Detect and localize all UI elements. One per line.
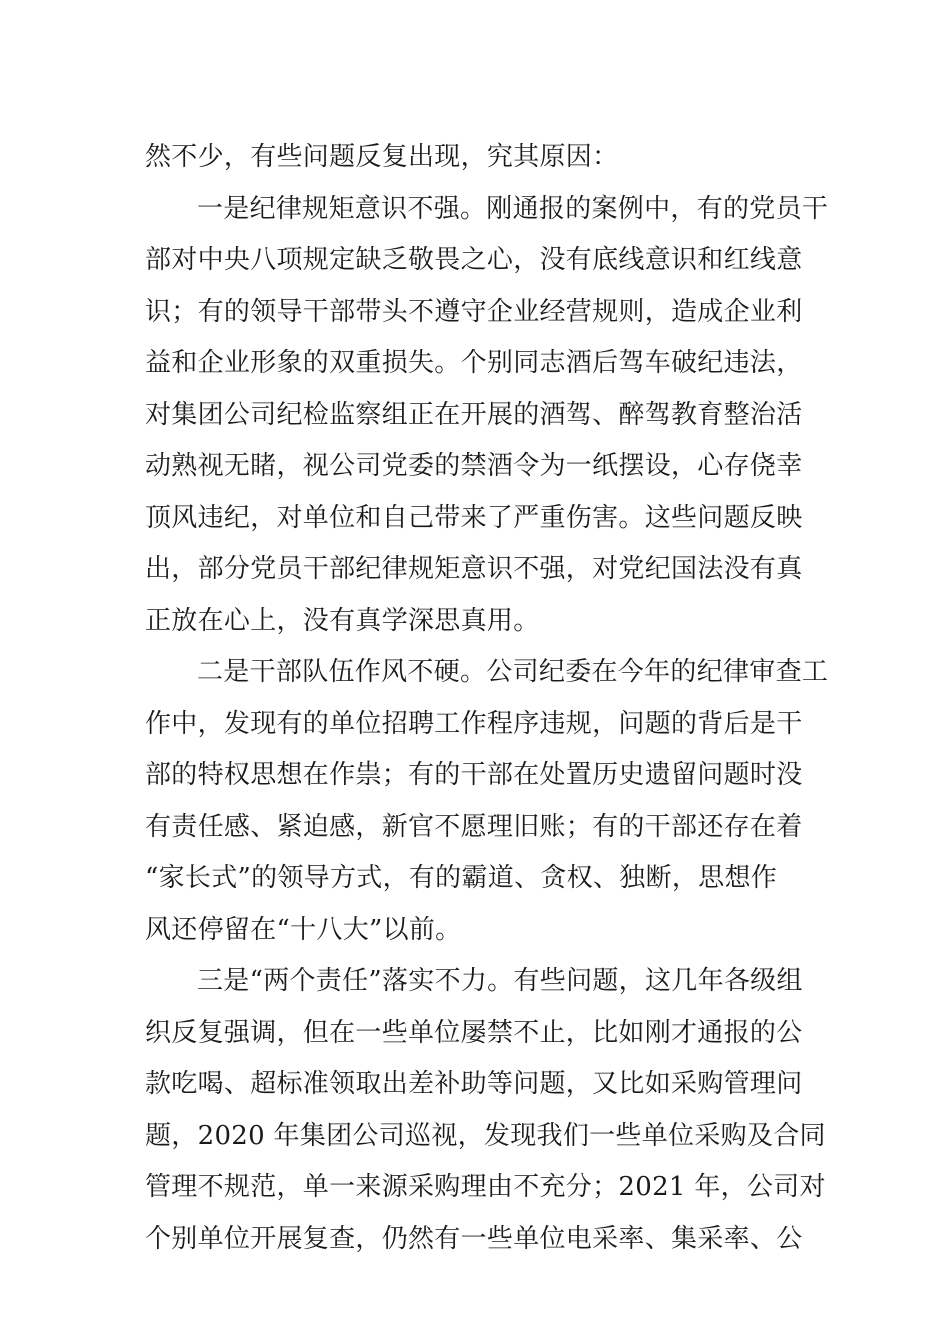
text-line: 题，2020 年集团公司巡视，发现我们一些单位采购及合同 [145, 1120, 826, 1151]
text-line: 个别单位开展复查，仍然有一些单位电采率、集采率、公 [145, 1223, 803, 1254]
text-line: 正放在心上，没有真学深思真用。 [145, 605, 540, 636]
text-line: 益和企业形象的双重损失。个别同志酒后驾车破纪违法， [145, 348, 803, 378]
text-line: 然不少，有些问题反复出现，究其原因： [145, 142, 619, 172]
text-line: 有责任感、紧迫感，新官不愿理旧账；有的干部还存在着 [145, 811, 803, 842]
text-line: 顶风违纪，对单位和自己带来了严重伤害。这些问题反映 [145, 502, 803, 533]
text-line: 二是干部队伍作风不硬。公司纪委在今年的纪律审查工 [197, 657, 829, 687]
text-line: 风还停留在“十八大”以前。 [145, 914, 462, 945]
text-line: 动熟视无睹，视公司党委的禁酒令为一纸摆设，心存侥幸 [145, 451, 803, 481]
text-line: 款吃喝、超标准领取出差补助等问题，又比如采购管理问 [145, 1069, 803, 1099]
text-line: “家长式”的领导方式，有的霸道、贪权、独断，思想作 [145, 863, 778, 893]
text-line: 出，部分党员干部纪律规矩意识不强，对党纪国法没有真 [145, 554, 803, 584]
text-line: 部对中央八项规定缺乏敬畏之心，没有底线意识和红线意 [145, 245, 803, 275]
text-line: 织反复强调，但在一些单位屡禁不止，比如刚才通报的公 [145, 1017, 803, 1048]
text-line: 部的特权思想在作祟；有的干部在处置历史遗留问题时没 [145, 760, 803, 790]
text-line: 识；有的领导干部带头不遵守企业经营规则，造成企业利 [145, 296, 803, 327]
document-body [145, 132, 829, 1265]
text-line: 管理不规范，单一来源采购理由不充分；2021 年，公司对 [145, 1172, 826, 1202]
text-line: 一是纪律规矩意识不强。刚通报的案例中，有的党员干 [197, 193, 829, 224]
text-line: 作中，发现有的单位招聘工作程序违规，问题的背后是干 [145, 708, 803, 739]
text-line: 三是“两个责任”落实不力。有些问题，这几年各级组 [197, 966, 803, 996]
text-line: 对集团公司纪检监察组正在开展的酒驾、醉驾教育整治活 [145, 399, 803, 430]
